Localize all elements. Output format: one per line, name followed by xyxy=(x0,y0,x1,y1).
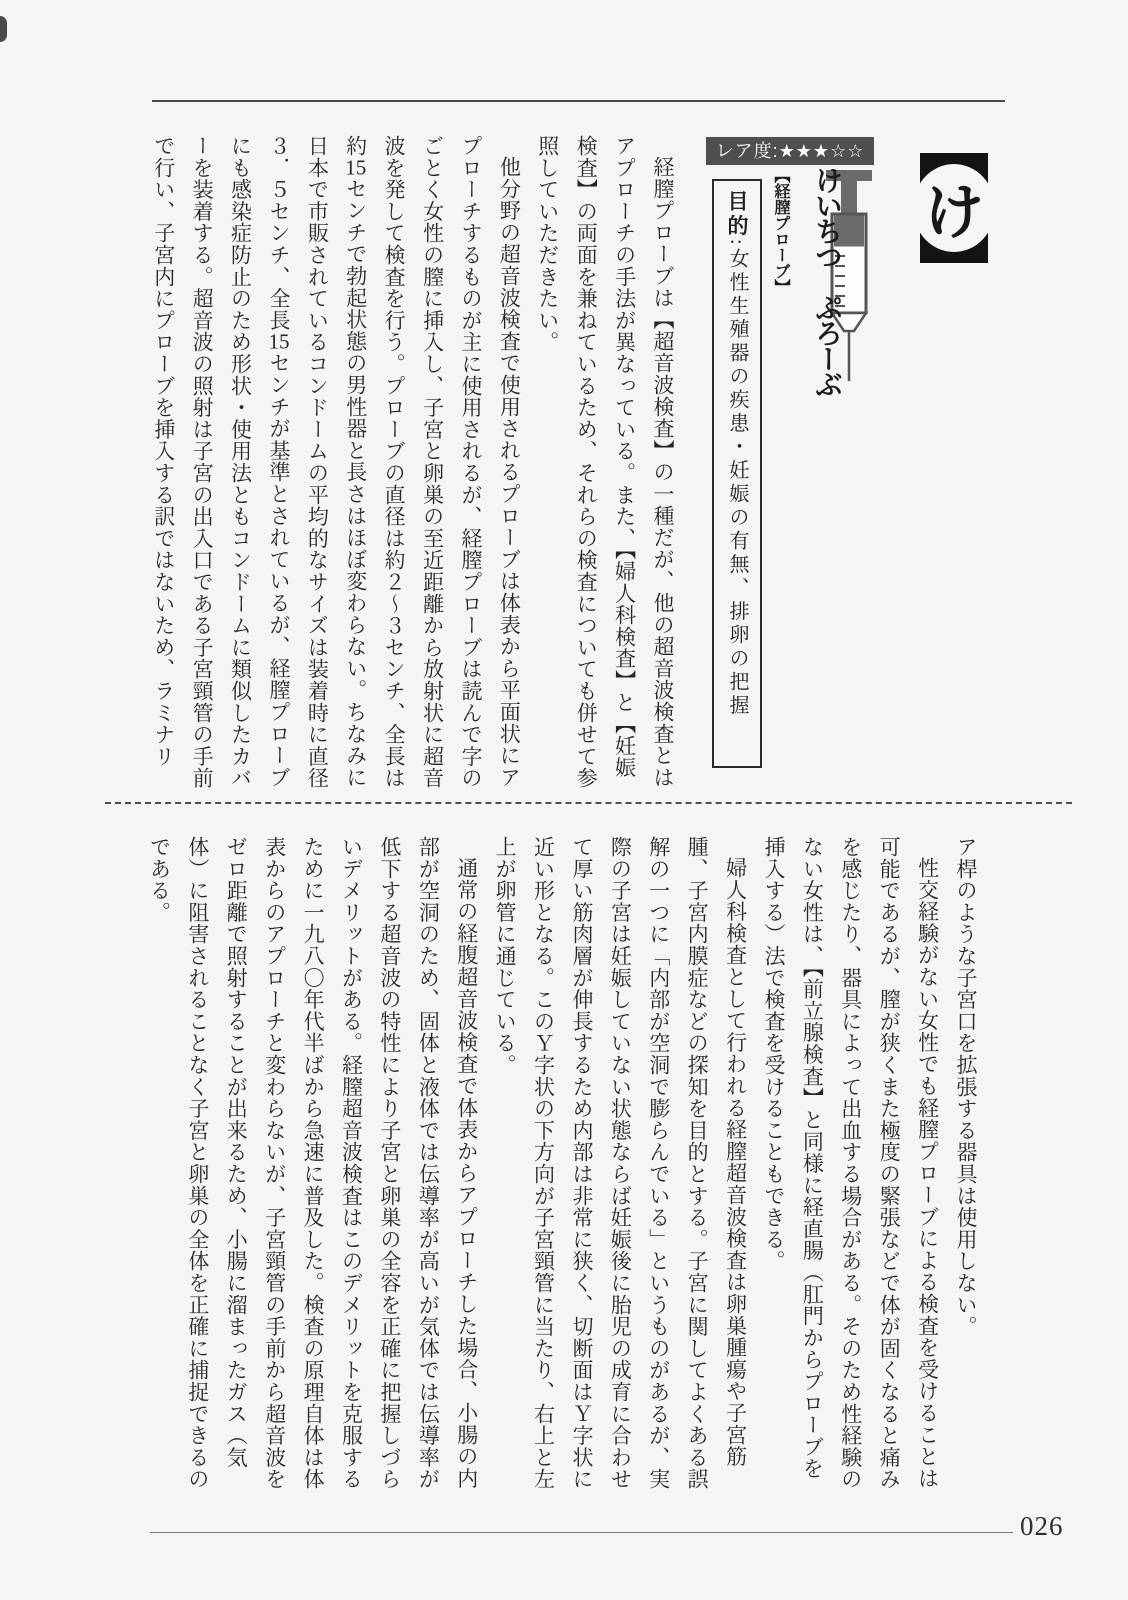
paragraph: ア桿のような子宮口を拡張する器具は使用しない。 xyxy=(954,836,978,1338)
article-lower-block xyxy=(138,836,985,1501)
entry-title-kanji: 【経膣プローブ】 xyxy=(772,167,789,295)
paragraph: 経膣プローブは【超音波検査】の一種だが、他の超音波検査とはアプローチの手法が異なっている。また、【婦人科検査】と【妊娠検査】の両面を兼ねているため、それらの検査についても併せて参照していただきたい。 xyxy=(535,135,675,789)
footer-rule xyxy=(150,1532,1013,1533)
article-upper-block xyxy=(142,135,682,796)
rarity-badge: レア度:★★★☆☆ xyxy=(706,137,874,165)
dashed-divider xyxy=(105,802,1072,804)
paragraph: 婦人科検査として行われる経膣超音波検査は卵巣腫瘍や子宮筋腫、子宮内膜症などの探知を目的とする。子宮に関してよくある誤解の一つに「内部が空洞で膨らんでいる」というものがあるが、実際の子宮は妊娠していない状態ならば妊娠後に胎児の成育に合わせて厚い筋肉層が伸長するため内部は非常に狭く、切断面はＹ字状に近い形となる。このＹ字状の下方向が子宮頸管に当たり、右上と左上が卵管に通じている。 xyxy=(493,836,748,1490)
purpose-box xyxy=(712,179,762,768)
purpose-text: :女性生殖器の疾患・妊娠の有無、排卵の把握 xyxy=(726,239,748,719)
index-letter: け xyxy=(924,180,984,246)
paragraph: 性交経験がない女性でも経膣プローブによる検査を受けることは可能であるが、膣が狭くまた極度の緊張などで体が固くなると痛みを感じたり、器具によって出血する場合がある。そのため性経験のない女性は、【前立腺検査】と同様に経直腸（肛門からプローブを挿入する）法で検査を受けることもできる。 xyxy=(761,836,940,1490)
purpose-label: 目的 xyxy=(725,190,749,239)
entry-title-kana: けいちつ ぷろーぶ xyxy=(811,166,842,396)
index-letter-box xyxy=(920,153,988,263)
page-number: 026 xyxy=(1020,1511,1064,1541)
binding-mark xyxy=(0,16,7,42)
paragraph: 通常の経腹超音波検査で体表からアプローチした場合、小腸の内部が空洞のため、固体と液体では伝導率が高いが気体では伝導率が低下する超音波の特性により子宮と卵巣の全容を正確に把握しづらいデメリットがある。経膣超音波検査はこのデメリットを克服するために一九八〇年代半ばから急速に普及した。検査の原理自体は体表からのアプローチと変わらないが、子宮頸管の手前から超音波をゼロ距離で照射することが出来るため、小腸に溜まったガス（気体）に阻害されることなく子宮と卵巣の全体を正確に捕捉できるのである。 xyxy=(147,836,479,1490)
purpose-text-wrap xyxy=(722,181,752,766)
top-rule xyxy=(152,100,1005,102)
paragraph: 他分野の超音波検査で使用されるプローブは体表から平面状にアプローチするものが主に使用されるが、経膣プローブは読んで字のごとく女性の膣に挿入し、子宮と卵巣の至近距離から放射状に超音波を発して検査を行う。プローブの直径は約２～３センチ、全長は約15センチで勃起状態の男性器と長さはほぼ変わらない。ちなみに日本で市販されているコンドームの平均的なサイズは装着時に直径３．５センチ、全長15センチが基準とされているが、経膣プローブにも感染症防止のため形状・使用法ともコンドームに類似したカバーを装着する。超音波の照射は子宮の出入口である子宮頸管の手前で行い、子宮内にプローブを挿入する訳ではないため、ラミナリ xyxy=(151,135,522,789)
